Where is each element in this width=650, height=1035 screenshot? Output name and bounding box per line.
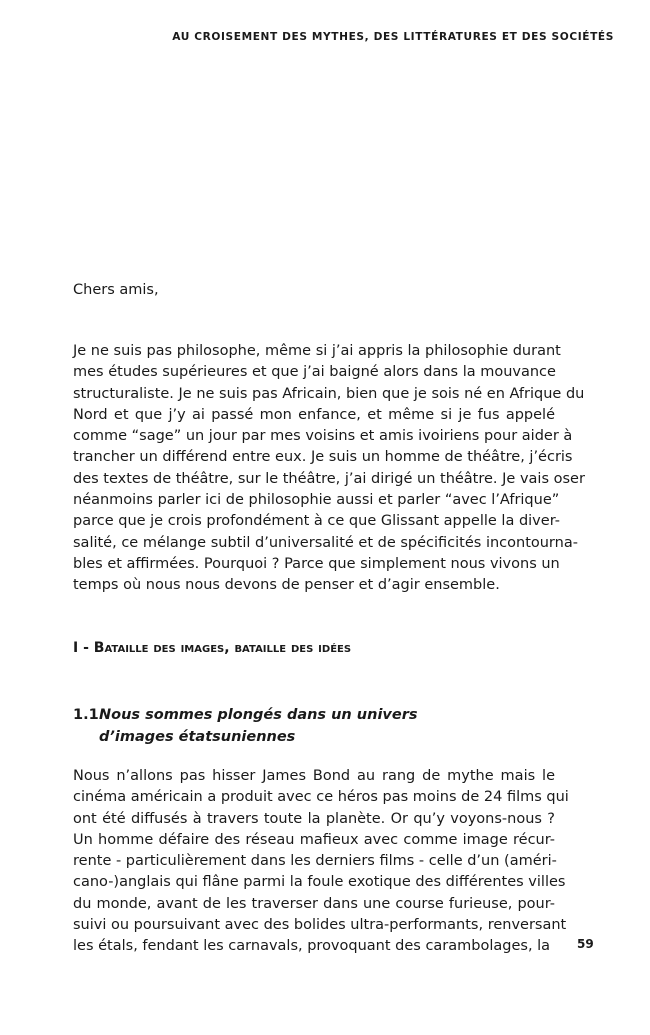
subsection-title-line2: d’images étatsuniennes [99, 729, 296, 745]
text-line: cinéma américain a produit avec ce héros pas moins de 24 films qui [73, 789, 569, 806]
subsection-number: 1.1 [73, 707, 99, 723]
paragraph-james-bond [73, 766, 569, 958]
paragraph-intro [73, 341, 585, 597]
text-line: cano-)anglais qui flâne parmi la foule exotique des différentes villes [73, 874, 566, 891]
text-line: trancher un différend entre eux. Je suis un homme de théâtre, j’écris [73, 449, 573, 466]
text-line: néanmoins parler ici de philosophie aussi et parler “avec l’Afrique” [73, 492, 560, 509]
section-number: I - [73, 640, 89, 656]
salutation: Chers amis, [73, 282, 159, 298]
text-line: temps où nous nous devons de penser et d’agir ensemble. [73, 577, 500, 594]
section-title-part1: Bataille des images [93, 640, 225, 656]
text-line: parce que je crois profondément à ce que Glissant appelle la diver- [73, 513, 560, 530]
section-heading [73, 640, 351, 656]
running-header: AU CROISEMENT DES MYTHES, DES LITTÉRATURES ET DES SOCIÉTÉS [172, 31, 614, 43]
text-line: Nord et que j’y ai passé mon enfance, et même si je fus appelé [73, 406, 555, 423]
subsection-title-line1: Nous sommes plongés dans un univers [99, 707, 418, 723]
text-line: suivi ou poursuivant avec des bolides ultra-performants, renversant [73, 917, 567, 934]
text-line: des textes de théâtre, sur le théâtre, j’ai dirigé un théâtre. Je vais oser [73, 470, 585, 487]
text-line: rente - particulièrement dans les derniers films - celle d’un (améri- [73, 853, 557, 870]
text-line: salité, ce mélange subtil d’universalité et de spécificités incontourna- [73, 534, 578, 551]
text-line: Un homme défaire des réseau mafieux avec comme image récur- [73, 831, 555, 848]
page-number: 59 [577, 937, 594, 951]
text-line: mes études supérieures et que j’ai baigné alors dans la mouvance [73, 364, 556, 381]
text-line: bles et affirmées. Pourquoi ? Parce que simplement nous vivons un [73, 555, 560, 572]
text-line: structuraliste. Je ne suis pas Africain, bien que je sois né en Afrique du [73, 385, 585, 402]
text-line: ont été diffusés à travers toute la planète. Or qu’y voyons-nous ? [73, 810, 555, 827]
text-line: comme “sage” un jour par mes voisins et amis ivoiriens pour aider à [73, 428, 573, 445]
subsection-heading [73, 704, 418, 748]
text-line: les étals, fendant les carnavals, provoquant des carambolages, la [73, 938, 551, 955]
section-title-part2: bataille des idées [234, 640, 352, 656]
text-line: Nous n’allons pas hisser James Bond au rang de mythe mais le [73, 768, 555, 784]
section-title-separator: , [224, 640, 230, 656]
text-line: du monde, avant de les traverser dans une course furieuse, pour- [73, 895, 555, 912]
text-line: Je ne suis pas philosophe, même si j’ai appris la philosophie durant [73, 343, 561, 359]
